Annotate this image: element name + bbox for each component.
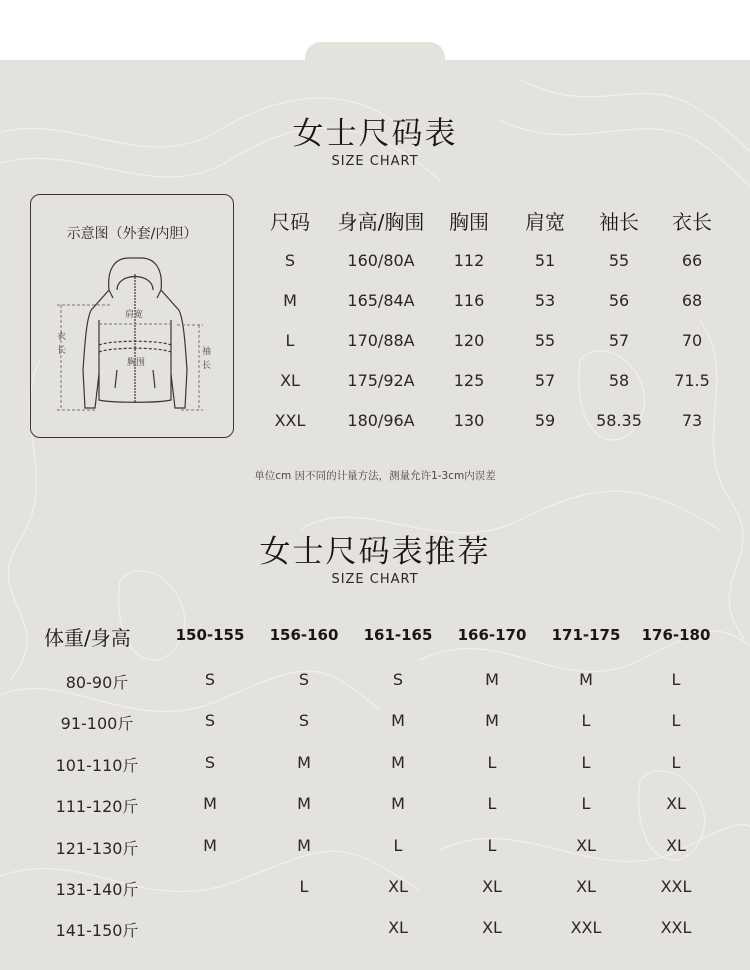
- weight-range-label: 111-120斤: [55, 797, 139, 816]
- size-table-header: 胸围: [449, 210, 489, 234]
- height-range-header: 161-165: [363, 626, 433, 644]
- recommended-size-cell: L: [671, 753, 681, 772]
- measurement-diagram: [30, 194, 234, 438]
- recommend-title: 女士尺码表推荐: [259, 534, 491, 570]
- size-table-header: 尺码: [270, 210, 310, 234]
- weight-range-label: 101-110斤: [55, 756, 139, 775]
- size-table-cell: XL: [280, 371, 300, 390]
- size-table-cell: 125: [453, 371, 485, 390]
- recommended-size-cell: M: [203, 794, 217, 813]
- size-table-cell: 130: [453, 411, 485, 430]
- size-table-cell: L: [285, 331, 295, 350]
- recommended-size-cell: XL: [666, 794, 686, 813]
- size-table-cell: 57: [534, 371, 556, 390]
- sleeve-label: 袖长: [202, 347, 212, 371]
- size-table-cell: 68: [681, 291, 703, 310]
- recommended-size-cell: M: [391, 794, 405, 813]
- size-table-cell: 56: [608, 291, 630, 310]
- recommended-size-cell: XXL: [570, 918, 602, 937]
- diagram-caption: 示意图（外套/内胆）: [66, 226, 198, 242]
- size-table-cell: 73: [681, 411, 703, 430]
- size-table-cell: XXL: [274, 411, 306, 430]
- recommended-size-cell: L: [581, 711, 591, 730]
- recommended-size-cell: XXL: [660, 877, 692, 896]
- size-table-cell: 120: [453, 331, 485, 350]
- size-table-cell: 51: [534, 251, 556, 270]
- recommended-size-cell: M: [485, 670, 499, 689]
- recommended-size-cell: S: [204, 753, 216, 772]
- recommended-size-cell: XL: [388, 918, 408, 937]
- size-table-header: 身高/胸围: [337, 210, 425, 234]
- length-label: 衣长: [57, 332, 67, 356]
- size-table-header: 袖长: [599, 210, 639, 234]
- weight-range-label: 131-140斤: [55, 880, 139, 899]
- size-chart-subtitle: SIZE CHART: [331, 154, 419, 169]
- recommended-size-cell: L: [393, 836, 403, 855]
- chest-label: 胸围: [127, 358, 146, 368]
- recommended-size-cell: S: [204, 670, 216, 689]
- recommended-size-cell: XL: [482, 918, 502, 937]
- shoulder-label: 肩宽: [125, 310, 144, 320]
- recommended-size-cell: M: [391, 753, 405, 772]
- size-table-cell: 55: [608, 251, 630, 270]
- size-table-cell: 70: [681, 331, 703, 350]
- recommended-size-cell: M: [203, 836, 217, 855]
- recommended-size-cell: M: [297, 794, 311, 813]
- size-table-cell: 58.35: [596, 411, 642, 430]
- recommend-subtitle: SIZE CHART: [331, 572, 419, 587]
- size-table-cell: S: [284, 251, 296, 270]
- recommended-size-cell: M: [297, 836, 311, 855]
- recommended-size-cell: XL: [576, 836, 596, 855]
- height-range-header: 150-155: [175, 626, 245, 644]
- recommended-size-cell: L: [487, 753, 497, 772]
- recommended-size-cell: XL: [576, 877, 596, 896]
- height-range-header: 176-180: [641, 626, 711, 644]
- weight-range-label: 121-130斤: [55, 839, 139, 858]
- weight-range-label: 80-90斤: [65, 673, 129, 692]
- size-table-cell: 165/84A: [347, 291, 415, 310]
- height-range-header: 156-160: [269, 626, 339, 644]
- recommended-size-cell: S: [298, 711, 310, 730]
- recommended-size-cell: L: [487, 794, 497, 813]
- size-chart-title: 女士尺码表: [292, 116, 458, 152]
- weight-height-header: 体重/身高: [44, 626, 131, 650]
- recommended-size-cell: L: [581, 753, 591, 772]
- recommended-size-cell: S: [392, 670, 404, 689]
- recommended-size-cell: L: [671, 711, 681, 730]
- height-range-header: 166-170: [457, 626, 527, 644]
- recommended-size-cell: M: [391, 711, 405, 730]
- recommended-size-cell: L: [299, 877, 309, 896]
- size-table-cell: 71.5: [674, 371, 710, 390]
- size-table-cell: 180/96A: [347, 411, 415, 430]
- size-table-cell: 53: [534, 291, 556, 310]
- recommended-size-cell: XL: [388, 877, 408, 896]
- measurement-note: 单位cm 因不同的计量方法，测量允许1-3cm内误差: [254, 470, 496, 482]
- recommended-size-cell: L: [581, 794, 591, 813]
- recommended-size-cell: S: [298, 670, 310, 689]
- size-table-cell: 55: [534, 331, 556, 350]
- recommended-size-cell: S: [204, 711, 216, 730]
- recommended-size-cell: M: [485, 711, 499, 730]
- size-table-cell: M: [283, 291, 297, 310]
- size-table-cell: 175/92A: [347, 371, 415, 390]
- size-table-cell: 58: [608, 371, 630, 390]
- recommended-size-cell: M: [579, 670, 593, 689]
- weight-range-label: 91-100斤: [60, 714, 134, 733]
- recommended-size-cell: XXL: [660, 918, 692, 937]
- jacket-icon: [51, 250, 221, 425]
- size-table-cell: 116: [453, 291, 485, 310]
- recommended-size-cell: XL: [666, 836, 686, 855]
- size-table-cell: 57: [608, 331, 630, 350]
- height-range-header: 171-175: [551, 626, 621, 644]
- recommended-size-cell: L: [671, 670, 681, 689]
- size-table-cell: 112: [453, 251, 485, 270]
- recommended-size-cell: M: [297, 753, 311, 772]
- size-table-cell: 170/88A: [347, 331, 415, 350]
- weight-range-label: 141-150斤: [55, 921, 139, 940]
- size-table-cell: 160/80A: [347, 251, 415, 270]
- size-table-cell: 59: [534, 411, 556, 430]
- size-table-header: 衣长: [672, 210, 712, 234]
- size-table-header: 肩宽: [525, 210, 565, 234]
- recommended-size-cell: L: [487, 836, 497, 855]
- size-table-cell: 66: [681, 251, 703, 270]
- recommended-size-cell: XL: [482, 877, 502, 896]
